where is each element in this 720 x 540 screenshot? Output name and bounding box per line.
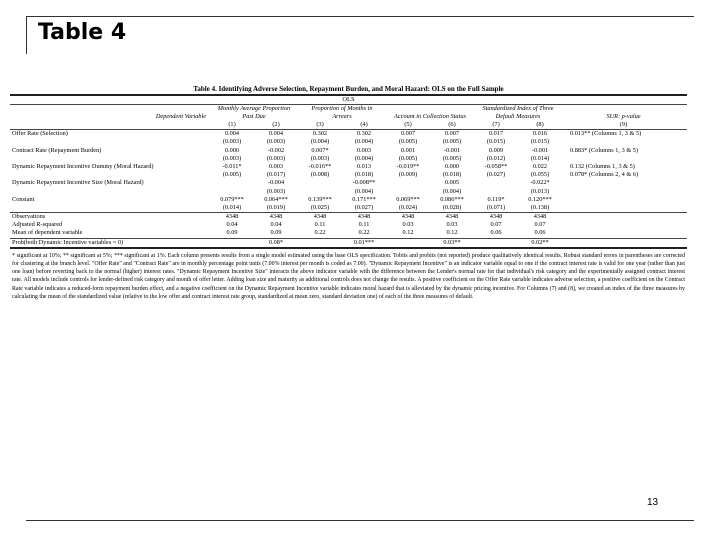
table-row [10, 147, 687, 155]
table-row [10, 179, 687, 187]
table-cell: 0.03** [443, 238, 461, 246]
group-header: Account in Collection Status [394, 113, 466, 120]
table-cell: 0.302 [356, 130, 372, 138]
table-cell: 0.11 [314, 221, 326, 229]
table-row [10, 171, 687, 179]
table-cell: (0.028) [442, 203, 462, 211]
table-cell: (0.009) [398, 171, 418, 179]
table-cell: (0.019) [266, 203, 286, 211]
table-cell [562, 213, 685, 221]
regression-table [10, 84, 687, 301]
row-label: Dynamic Repayment Incentive Dummy (Moral Hazard) [12, 162, 154, 170]
table-cell: (0.055) [530, 171, 550, 179]
row-label: Constant [12, 195, 35, 203]
column-number: (5) [404, 121, 412, 128]
table-cell: (0.027) [486, 171, 506, 179]
table-cell: (0.014) [530, 154, 550, 162]
table-cell [210, 188, 254, 196]
table-cell: (0.025) [310, 203, 330, 211]
group-header-row-2 [10, 113, 687, 121]
left-rule [26, 16, 27, 54]
table-cell: -0.001 [443, 146, 461, 154]
table-row [10, 138, 687, 146]
row-label: Prob(both Dynamic Incentive variables = 0) [12, 238, 124, 246]
table-cell [562, 196, 685, 204]
table-cell: (0.018) [442, 171, 462, 179]
table-cell: (0.017) [266, 171, 286, 179]
table-cell: (0.014) [222, 203, 242, 211]
table-cell: 0.07 [490, 221, 502, 229]
table-cell: 0.003 [268, 162, 284, 170]
row-label: Dynamic Repayment Incentive Size (Moral Hazard) [12, 179, 144, 187]
table-cell: 4348 [357, 213, 371, 221]
table-cell: 0.000 [224, 146, 240, 154]
table-cell: (0.027) [354, 203, 374, 211]
table-cell: 0.171*** [352, 195, 376, 203]
table-cell: 0.03 [446, 221, 458, 229]
table-cell: (0.005) [398, 154, 418, 162]
table-cell: (0.003) [266, 138, 286, 146]
table-cell: (0.008) [310, 171, 330, 179]
table-cell: 4348 [225, 213, 239, 221]
table-row [10, 188, 687, 196]
row-label [10, 188, 210, 196]
group-header: Default Measures [495, 113, 541, 120]
row-label [10, 155, 210, 163]
table-cell: 0.001 [400, 146, 416, 154]
table-cell: -0.011* [222, 162, 242, 170]
table-cell: 0.013** (Columns 1, 3 & 5) [570, 130, 642, 138]
group-header: SUR: p-value [606, 113, 641, 120]
row-label: Adjusted R-squared [12, 221, 63, 229]
table-cell: 0.03 [402, 221, 414, 229]
table-cell [562, 229, 685, 237]
table-cell: 0.016 [532, 130, 548, 138]
table-cell: (0.018) [354, 171, 374, 179]
table-cell: 0.064*** [264, 195, 288, 203]
table-cell: 0.11 [358, 221, 370, 229]
row-label: Observations [12, 213, 46, 221]
table-notes: * significant at 10%; ** significant at 5%; *** significant at 1%. Each column presents results from a single model estimated using the base OLS specification. Tobits and probits (not reported) produce qualitatively identical results. Robust standard errors in parentheses are corrected for clustering at the branch level. "Offer Rate" and "Contract Rate" are in monthly percentage point units (7.00% interest per month is coded as 7.00). "Dynamic Repayment Incentive" is an indicator variable equal to one if the contract interest rate is valid for one year (rather than just one loan) before reverting back to the normal (higher) interest rates. "Dynamic Repayment Incentive Size" interacts the above indicator variable with the difference between the Lender's normal rate for that individual's risk category and the experimentally assigned contract interest rate. All models include controls for lender-defined risk category and month of offer letter. Adding loan size and maturity as additional controls does not change the results. A positive coefficient on the Offer Rate variable indicates adverse selection, a positive coefficient on the Contract Rate variable indicates a reduced-form repayment burden effect, and a negative coefficient on the Dynamic Repayment Incentive variable indicates moral hazard that is alleviated by the dynamic pricing incentive. For Columns (7) and (8), we created an index of the three measures by calculating the mean of the standardized value (relative to the low offer and contract interest rate group, standardized at mean zero, standard deviation one) of each of the three measures of default. [12, 252, 685, 300]
table-cell: 0.000 [444, 162, 460, 170]
table-cell [562, 204, 685, 212]
table-cell: 0.22 [358, 229, 370, 237]
table-cell: 0.08* [268, 238, 284, 246]
row-label: Mean of dependent variable [12, 229, 83, 237]
group-header [562, 105, 685, 113]
table-cell: 0.003 [356, 146, 372, 154]
table-row [10, 221, 687, 229]
row-label [10, 138, 210, 146]
group-header-row-1 [10, 105, 687, 113]
table-cell: 0.069*** [396, 195, 420, 203]
table-cell: (0.005) [222, 171, 242, 179]
table-cell: 0.009 [488, 146, 504, 154]
table-cell: 0.013 [356, 162, 372, 170]
table-caption: Table 4. Identifying Adverse Selection, Repayment Burden, and Moral Hazard: OLS on the Full Sample [193, 85, 504, 93]
table-cell: 0.04 [226, 221, 238, 229]
table-cell: 0.004 [268, 130, 284, 138]
column-number: (8) [536, 121, 544, 128]
table-cell: 4348 [445, 213, 459, 221]
table-cell: (0.013) [530, 187, 550, 195]
group-header: Proportion of Months in [311, 105, 373, 112]
table-cell [562, 138, 685, 146]
column-number-row [10, 121, 687, 129]
table-cell: (0.004) [354, 138, 374, 146]
table-cell: (0.003) [222, 138, 242, 146]
table-cell: 0.22 [314, 229, 326, 237]
table-cell: 4348 [401, 213, 415, 221]
group-header: Arrears [332, 113, 352, 120]
table-cell: (0.071) [486, 203, 506, 211]
table-cell: 4348 [533, 213, 547, 221]
column-number: (3) [316, 121, 324, 128]
table-cell: 0.120*** [528, 195, 552, 203]
column-number: (6) [448, 121, 456, 128]
column-number: (1) [228, 121, 236, 128]
table-row [10, 213, 687, 221]
table-row [10, 163, 687, 171]
table-cell: (0.012) [486, 154, 506, 162]
table-body [10, 130, 687, 247]
table-cell: -0.058** [484, 162, 508, 170]
table-cell: (0.015) [530, 138, 550, 146]
table-cell: -0.004 [267, 179, 285, 187]
table-cell: -0.002 [267, 146, 285, 154]
table-cell [474, 179, 518, 187]
column-number: (7) [492, 121, 500, 128]
table-cell [298, 179, 342, 187]
bottom-rule [26, 520, 694, 521]
table-cell: 0.09 [226, 229, 238, 237]
group-header: Past Due [242, 113, 266, 120]
table-cell: (0.003) [222, 154, 242, 162]
table-cell [210, 179, 254, 187]
table-cell: 0.007* [311, 146, 329, 154]
table-cell [562, 239, 685, 247]
table-cell: (0.004) [354, 187, 374, 195]
table-cell: (0.005) [442, 138, 462, 146]
group-header: Monthly Average Proportion [217, 105, 291, 112]
table-cell: (0.003) [266, 187, 286, 195]
table-cell: 4348 [489, 213, 503, 221]
table-cell: 0.007 [444, 130, 460, 138]
table-cell: 0.132 (Columns 1, 3 & 5) [570, 162, 635, 170]
table-cell [386, 179, 430, 187]
table-cell: 0.07 [534, 221, 546, 229]
table-cell: 0.005 [444, 179, 460, 187]
table-cell: -0.001 [531, 146, 549, 154]
column-number: (2) [272, 121, 280, 128]
table-row [10, 130, 687, 138]
table-cell: 0.06 [534, 229, 546, 237]
table-cell [562, 221, 685, 229]
table-cell: -0.008** [352, 179, 376, 187]
table-cell: 0.12 [446, 229, 458, 237]
table-cell [298, 239, 342, 247]
table-cell: 0.007 [400, 130, 416, 138]
ols-label: OLS [342, 96, 355, 103]
page-number: 13 [647, 497, 659, 508]
table-cell: (0.004) [310, 138, 330, 146]
table-cell: 0.01*** [353, 238, 375, 246]
table-cell: 0.004 [224, 130, 240, 138]
table-row [10, 196, 687, 204]
table-cell: 0.06 [490, 229, 502, 237]
group-header [386, 105, 474, 113]
table-cell [210, 239, 254, 247]
table-cell [298, 188, 342, 196]
row-label [10, 204, 210, 212]
table-cell: 0.078* (Columns 2, 4 & 6) [570, 171, 639, 179]
group-header: Standardized Index of Three [482, 105, 554, 112]
table-cell: 0.883* (Columns 1, 3 & 5) [570, 146, 639, 154]
table-cell: (0.004) [442, 187, 462, 195]
table-cell: 0.04 [270, 221, 282, 229]
table-cell: 0.119* [487, 195, 505, 203]
column-number: (4) [360, 121, 368, 128]
table-cell [474, 239, 518, 247]
table-cell: 4348 [269, 213, 283, 221]
table-cell: (0.138) [530, 203, 550, 211]
table-cell: 0.302 [312, 130, 328, 138]
table-cell: (0.003) [310, 154, 330, 162]
table-cell [386, 239, 430, 247]
table-cell: 4348 [313, 213, 327, 221]
table-cell: 0.12 [402, 229, 414, 237]
table-cell [562, 179, 685, 187]
table-cell: -0.016** [308, 162, 332, 170]
column-number: (9) [619, 121, 628, 128]
table-cell: 0.079*** [220, 195, 244, 203]
table-cell: 0.139*** [308, 195, 332, 203]
table-cell [562, 188, 685, 196]
table-cell: 0.022 [532, 162, 548, 170]
table-cell: (0.015) [486, 138, 506, 146]
table-cell: (0.005) [398, 138, 418, 146]
table-cell: 0.09 [270, 229, 282, 237]
table-row [10, 204, 687, 212]
table-row [10, 155, 687, 163]
table-cell: 0.02** [531, 238, 549, 246]
top-rule [26, 16, 694, 17]
table-cell: (0.003) [266, 154, 286, 162]
table-cell: 0.017 [488, 130, 504, 138]
row-label: Offer Rate (Selection) [12, 130, 68, 138]
row-label [10, 171, 210, 179]
table-cell: (0.024) [398, 203, 418, 211]
table-cell: (0.005) [442, 154, 462, 162]
slide-title: Table 4 [38, 20, 127, 45]
table-cell [386, 188, 430, 196]
table-cell [474, 188, 518, 196]
table-row [10, 229, 687, 237]
table-row [10, 239, 687, 247]
table-cell: -0.022* [530, 179, 550, 187]
table-cell: -0.019** [396, 162, 420, 170]
table-cell [562, 155, 685, 163]
row-label: Contract Rate (Repayment Burden) [12, 146, 102, 154]
table-cell: 0.086*** [440, 195, 464, 203]
table-cell: (0.004) [354, 154, 374, 162]
dependent-variable-label: Dependent Variable [155, 113, 206, 120]
